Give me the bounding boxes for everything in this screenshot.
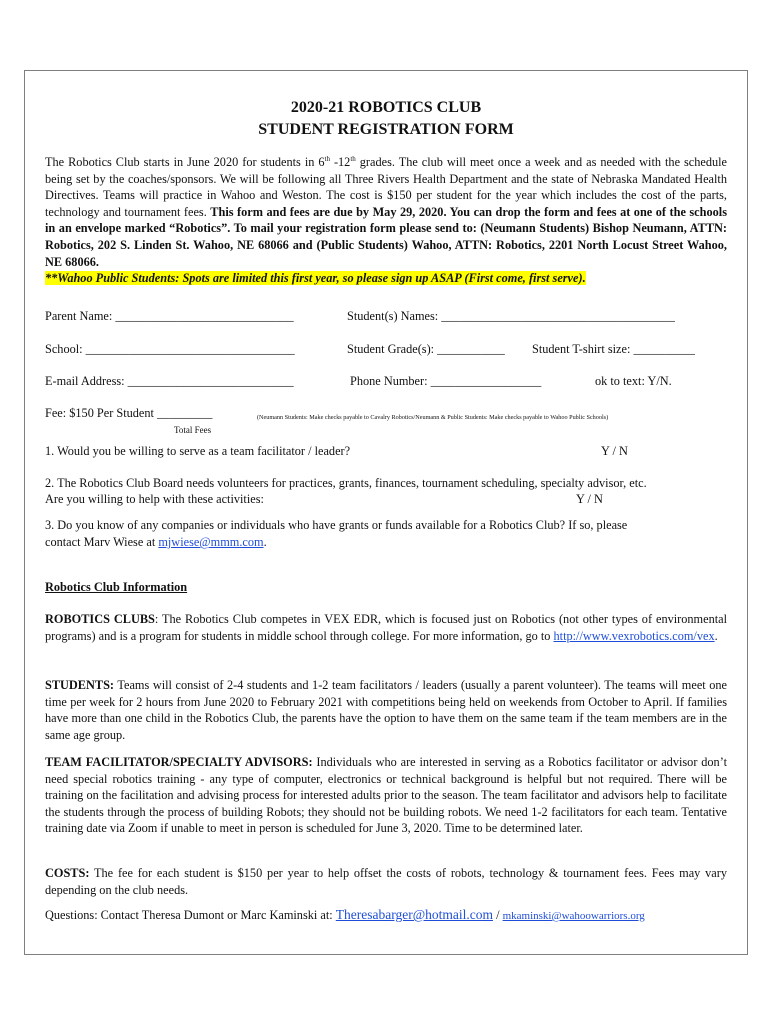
form-page	[24, 70, 748, 955]
form-title-line1: 2020-21 ROBOTICS CLUB	[290, 99, 482, 116]
costs-paragraph	[45, 865, 727, 898]
school-field[interactable]: School: __________________________________	[45, 342, 295, 356]
intro-bold-instructions: This form and fees are due by May 29, 2020. You can drop the form and fees at one of the schools in an envelope marked “Robotics”. To mail your registration form please send to: (Neumann Students) Bishop Neumann, ATTN: Robotics, 202 S. Linden St. Wahoo, NE 68066 and (Public Students) Wahoo, ATTN: Robotics, 2201 North Locust Street Wahoo, NE 68066.	[45, 204, 727, 269]
intro-sup-2: th	[350, 155, 356, 163]
fee-field[interactable]: Fee: $150 Per Student _________	[45, 406, 213, 420]
robotics-clubs-period: .	[714, 628, 718, 643]
form-title-line2: STUDENT REGISTRATION FORM	[258, 121, 514, 138]
tshirt-size-field[interactable]: Student T-shirt size: __________	[532, 342, 695, 356]
theresa-email-link[interactable]: Theresabarger@hotmail.com	[335, 907, 493, 922]
questions-contact-line	[45, 907, 645, 924]
students-text: Teams will consist of 2-4 students and 1-2 team facilitators / leaders (usually a parent volunteer). The teams will meet one time per week for 2 hours from June 2020 to February 2021 with competitions being held on weekends from October to April. If families have more than one child in the Robotics Club, the parents have the option to have them on the same team if the team members are in the same age group.	[45, 678, 727, 742]
intro-paragraph	[45, 151, 727, 287]
intro-highlight-note: **Wahoo Public Students: Spots are limited this first year, so please sign up ASAP (First come, first serve).	[45, 271, 586, 286]
robotics-club-info-heading: Robotics Club Information	[45, 580, 188, 594]
team-facilitator-label: TEAM FACILITATOR/SPECIALTY ADVISORS:	[45, 755, 313, 769]
checks-payable-note: (Neumann Students: Make checks payable to Cavalry Robotics/Neumann & Public Students: Make checks payable to Wahoo Public Schools)	[257, 414, 609, 421]
questions-contact-text: Questions: Contact Theresa Dumont or Marc Kaminski at:	[45, 908, 336, 922]
email-field[interactable]: E-mail Address: ___________________________	[45, 374, 294, 388]
costs-label: COSTS:	[45, 866, 90, 880]
question-2-text-line1: 2. The Robotics Club Board needs volunteers for practices, grants, finances, tournament scheduling, specialty advisor, etc.	[45, 476, 647, 490]
marc-email-link[interactable]: mkaminski@wahoowarriors.org	[502, 910, 645, 922]
student-grade-field[interactable]: Student Grade(s): ___________	[347, 342, 505, 356]
students-label: STUDENTS:	[45, 678, 115, 692]
robotics-clubs-text: : The Robotics Club competes in VEX EDR, which is focused just on Robotics (not other types of environmental programs) and is a program for students in middle school through college. For more information, go to	[45, 612, 728, 643]
intro-text-3: grades. The club will meet once a week and as needed with the schedule being set by the coaches/sponsors. We will be following all Three Rivers Health Department and the state of Nebraska Mandated Health Directives. Teams will practice in Wahoo and Weston. The cost is $150 per student for the year which includes the cost of the parts, technology and tournament fees.	[45, 155, 728, 219]
question-3-period: .	[263, 535, 267, 549]
email-separator: /	[493, 908, 503, 922]
team-facilitator-paragraph	[45, 754, 727, 837]
costs-text: The fee for each student is $150 per year to help offset the costs of robots, technology & tournament fees. Fees may vary depending on the club needs.	[45, 866, 727, 897]
students-paragraph	[45, 677, 727, 743]
question-1-text: 1. Would you be willing to serve as a team facilitator / leader?	[45, 444, 351, 458]
vex-robotics-link[interactable]: http://www.vexrobotics.com/vex	[553, 628, 715, 643]
intro-text-2: -12	[329, 155, 351, 170]
question-3-contact-text: contact Marv Wiese at	[45, 535, 159, 549]
question-3-text-line1: 3. Do you know of any companies or individuals who have grants or funds available for a Robotics Club? If so, please	[45, 518, 628, 532]
intro-sup-1: th	[324, 155, 330, 163]
team-facilitator-text: Individuals who are interested in serving as a Robotics facilitator or advisor don’t need special robotics training - any type of computer, electronics or technical background is helpful but not required. There will be training on the facilitation and advising process for interested adults prior to the season. The team facilitator and advisors help to facilitate the students through the process of building Robots; they should not be building robots. We need 1-2 facilitators for each team. Tentative training date via Zoom if unable to meet in person is scheduled for June 3, 2020. Time to be determined later.	[45, 755, 727, 836]
phone-field[interactable]: Phone Number: __________________	[350, 374, 542, 388]
ok-to-text-field[interactable]: ok to text: Y/N.	[595, 374, 672, 388]
student-names-field[interactable]: Student(s) Names: ______________________________________	[347, 309, 675, 323]
marv-wiese-email-link[interactable]: mjwiese@mmm.com	[158, 535, 264, 549]
question-3-text-line2	[45, 534, 267, 550]
question-2-yes-no[interactable]: Y / N	[576, 492, 603, 506]
total-fees-label: Total Fees	[174, 425, 212, 435]
robotics-clubs-paragraph	[45, 611, 727, 644]
robotics-clubs-label: ROBOTICS CLUBS	[45, 612, 155, 626]
parent-name-field[interactable]: Parent Name: _____________________________	[45, 309, 294, 323]
question-2-text-line2: Are you willing to help with these activities:	[45, 492, 264, 506]
intro-text-1: The Robotics Club starts in June 2020 for students in 6	[45, 155, 325, 170]
question-1-yes-no[interactable]: Y / N	[601, 444, 628, 458]
